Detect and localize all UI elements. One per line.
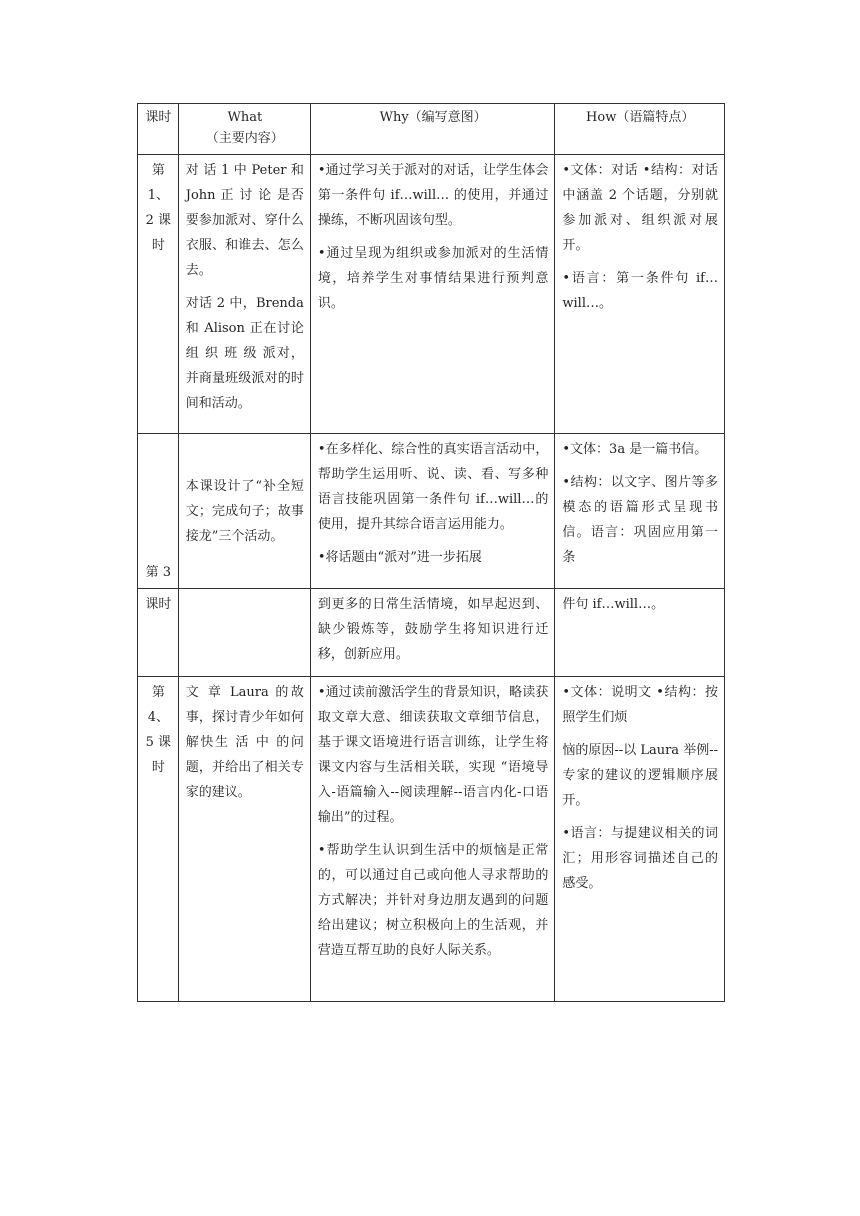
what-paragraph: 对 话 1 中 Peter 和 John 正 讨 论 是否要参加派对、穿什么衣服、和谁去、怎么去。 — [185, 163, 304, 278]
period-cell: 第 3 — [138, 434, 179, 589]
row-lesson-1-2 — [138, 155, 725, 434]
what-cell-empty — [178, 589, 310, 677]
how-cell — [555, 677, 725, 1002]
what-paragraph: 对话 2 中，Brenda 和 Alison 正在讨论 组 织 班 级 派对，并商量班级派对的时间和活动。 — [185, 296, 304, 411]
how-bullet: •文体：3a 是一篇书信。 — [562, 442, 708, 457]
how-bullet: •语言：第一条件句 if…will…。 — [562, 271, 718, 311]
why-cell — [310, 434, 554, 589]
header-what-en: What — [227, 110, 263, 125]
lesson-table — [137, 103, 725, 1002]
why-bullet: •帮助学生认识到生活中的烦恼是正常的，可以通过自己或向他人寻求帮助的方式解决；并针对身边朋友遇到的问题给出建议；树立积极向上的生活观，并营造互帮互助的良好人际关系。 — [317, 843, 549, 958]
row-lesson-4-5 — [138, 677, 725, 1002]
header-period: 课时 — [138, 104, 179, 155]
why-bullet: •通过读前激活学生的背景知识，略读获取文章大意、细读获取文章细节信息，基于课文语境进行语言训练，让学生将课文内容与生活相关联，实现 “语境导入-语篇输入--阅读理解--语言内化-口语输出”的过程。 — [317, 685, 549, 825]
why-cell — [310, 677, 554, 1002]
how-cell — [555, 434, 725, 589]
period-cell: 课时 — [138, 589, 179, 677]
period-cell: 第 4、 5 课时 — [138, 677, 179, 1002]
how-bullet: •文体：说明文 •结构：按照学生们烦 — [562, 685, 718, 725]
how-bullet: •文体：对话 •结构：对话中涵盖 2 个话题，分别就参加派对、组织派对展开。 — [562, 163, 718, 253]
how-bullet: •结构：以文字、图片等多模态的语篇形式呈现书信。语言：巩固应用第一条 — [562, 475, 718, 565]
header-what — [178, 104, 310, 155]
how-bullet: 恼的原因--以 Laura 举例--专家的建议的逻辑顺序展开。 — [562, 743, 718, 808]
why-bullet: •通过呈现为组织或参加派对的生活情境，培养学生对事情结果进行预判意识。 — [317, 246, 549, 311]
header-what-cn: （主要内容） — [205, 131, 284, 146]
what-cell: 本课设计了“补全短文；完成句子；故事接龙”三个活动。 — [178, 434, 310, 589]
why-bullet: •在多样化、综合性的真实语言活动中，帮助学生运用听、说、读、看、写多种语言技能巩固第一条件句 if…will…的使用，提升其综合语言运用能力。 — [317, 442, 549, 532]
header-row — [138, 104, 725, 155]
period-cell: 第 1、2 课时 — [138, 155, 179, 434]
why-bullet: •将话题由“派对”进一步拓展 — [317, 550, 482, 565]
row-lesson-3-top — [138, 434, 725, 589]
why-cell: 到更多的日常生活情境，如早起迟到、缺少锻炼等，鼓励学生将知识进行迁移，创新应用。 — [310, 589, 554, 677]
what-cell — [178, 155, 310, 434]
how-cell: 件句 if…will…。 — [555, 589, 725, 677]
how-cell — [555, 155, 725, 434]
why-bullet: •通过学习关于派对的对话，让学生体会第一条件句 if…will… 的使用，并通过操练，不断巩固该句型。 — [317, 163, 549, 228]
header-why: Why（编写意图） — [310, 104, 554, 155]
how-bullet: •语言：与提建议相关的词汇；用形容词描述自己的感受。 — [562, 826, 718, 891]
header-how: How（语篇特点） — [555, 104, 725, 155]
row-lesson-3-bottom — [138, 589, 725, 677]
why-cell — [310, 155, 554, 434]
what-cell: 文 章 Laura 的故事，探讨青少年如何解快生 活 中 的问题，并给出了相关专家的建议。 — [178, 677, 310, 1002]
